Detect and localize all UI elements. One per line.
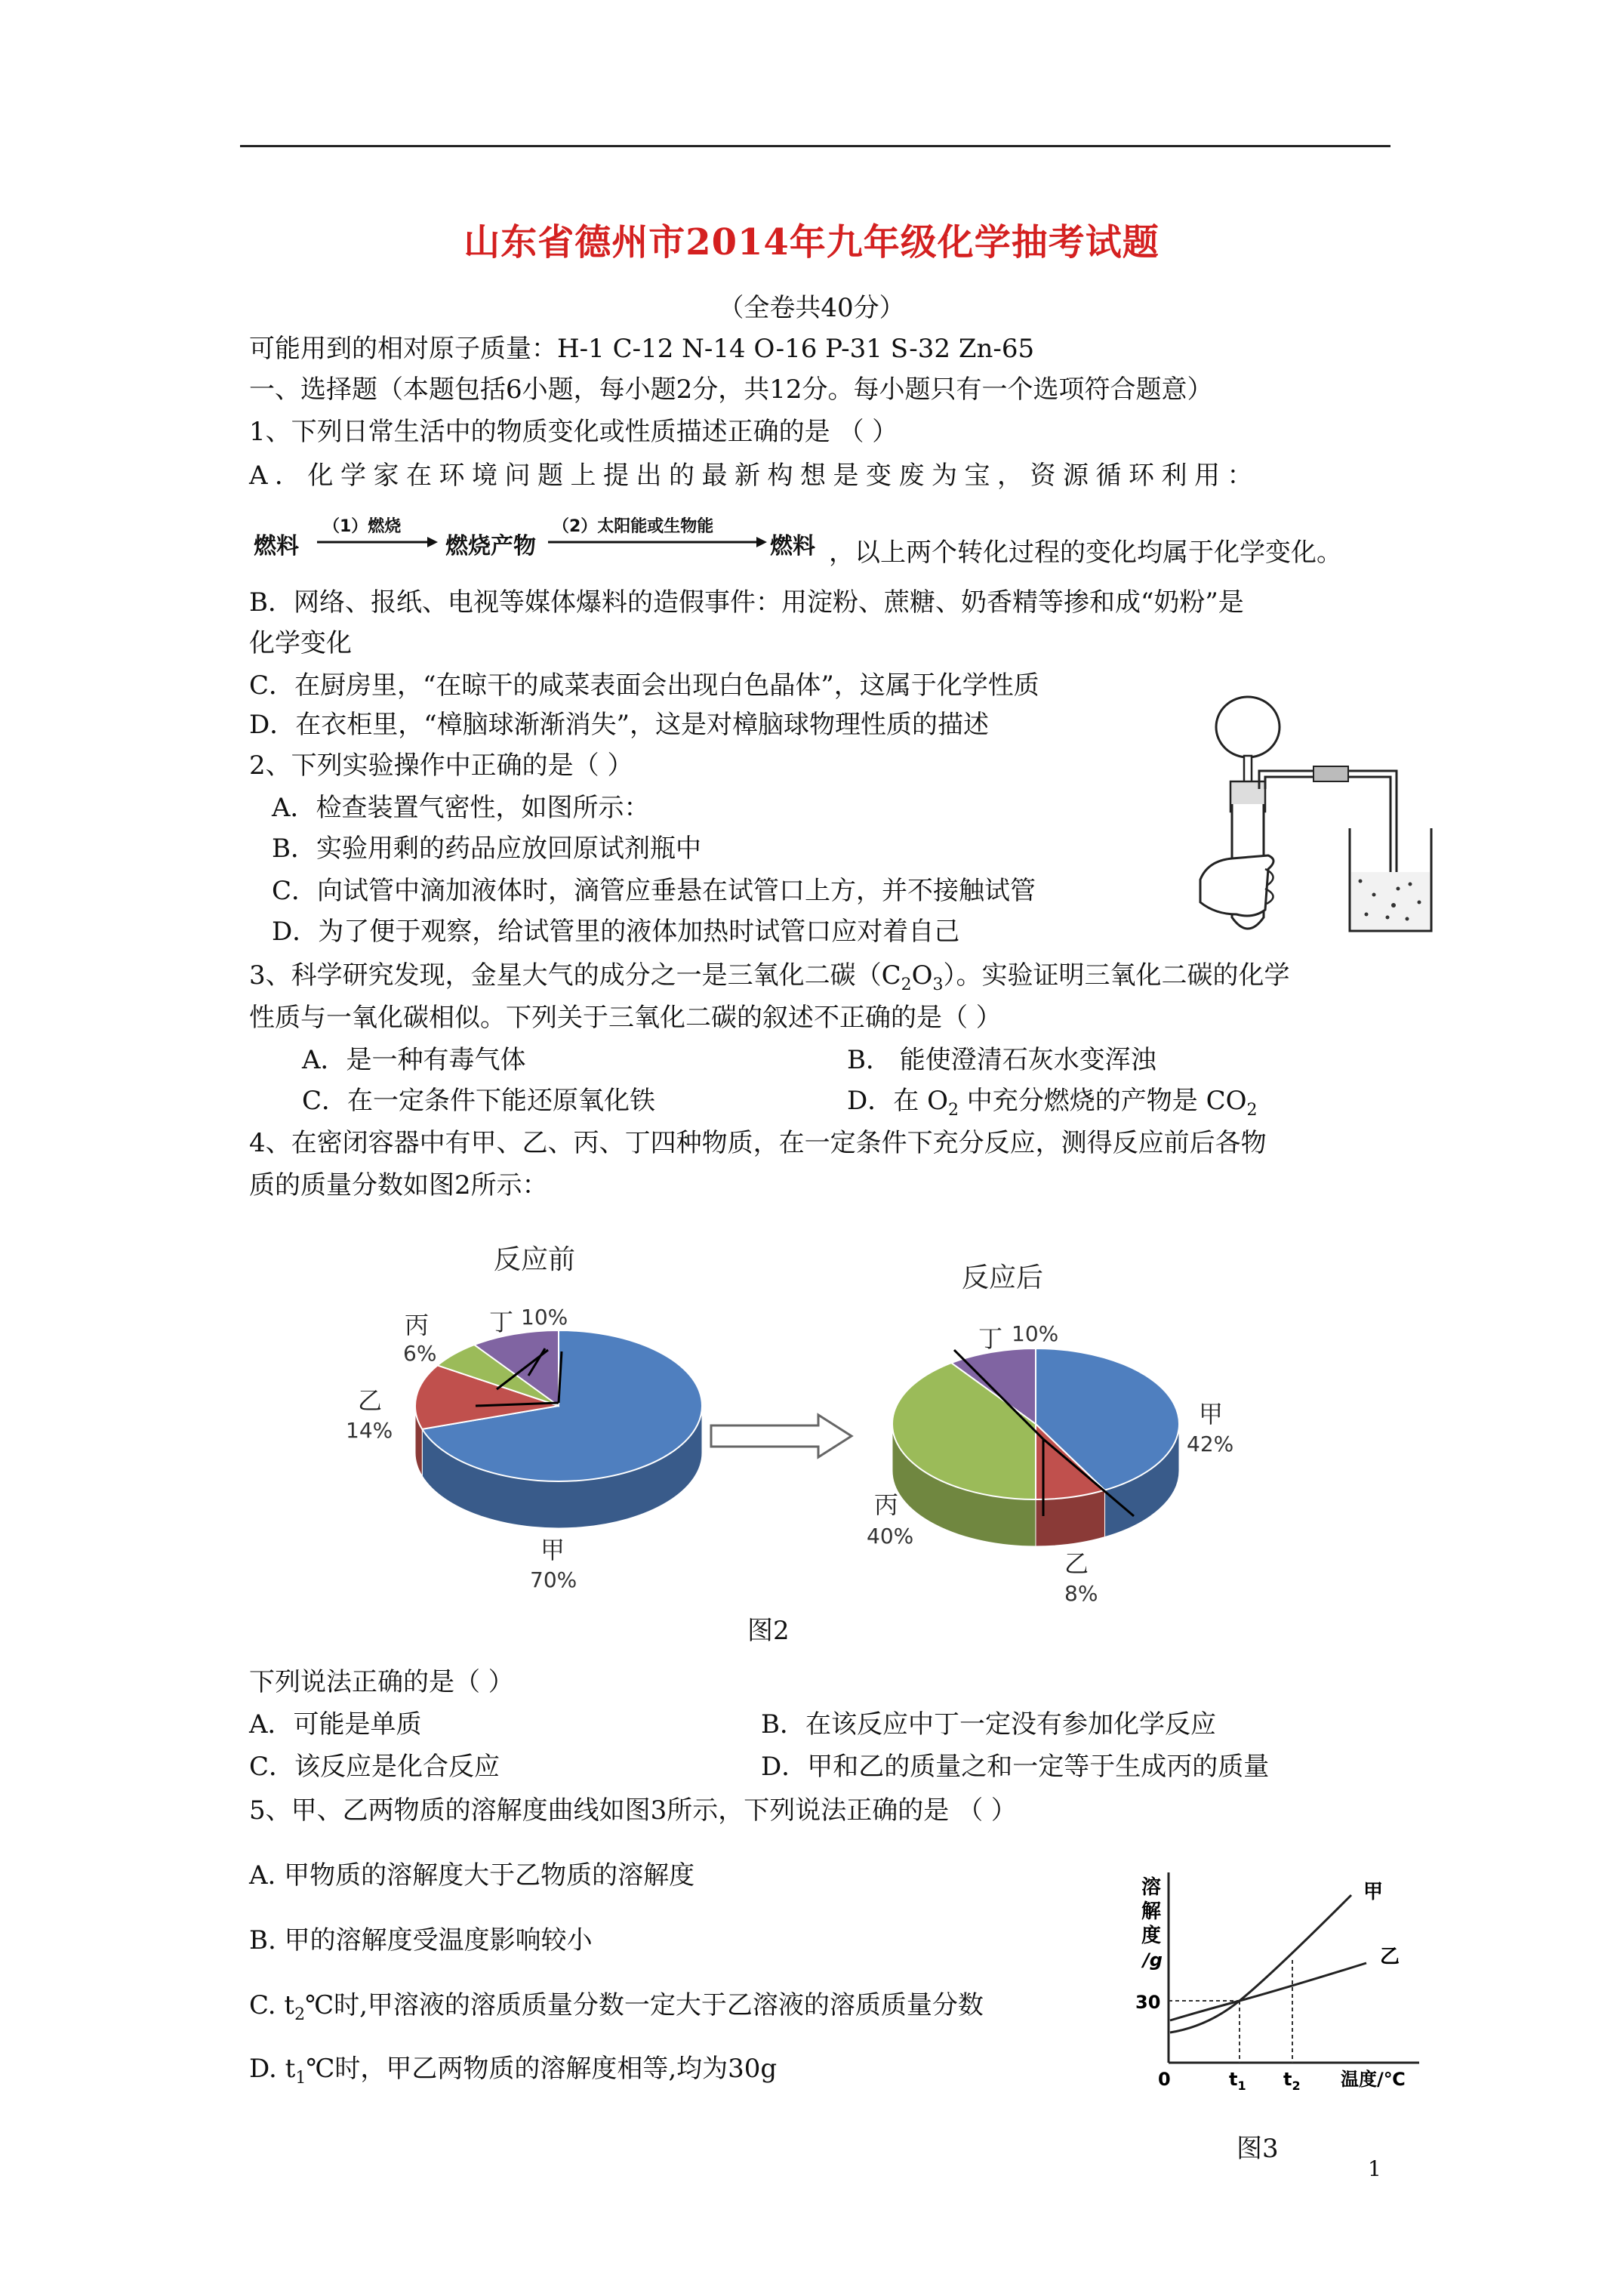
flow-fuel-end: 燃料 — [770, 533, 815, 559]
q3-stem-line2: 性质与一氧化碳相似。下列关于三氧化二碳的叙述不正确的是（ ） — [249, 1003, 1002, 1033]
x-tick-t2: $t_2$ — [1283, 2069, 1301, 2093]
pie-after-title: 反应后 — [962, 1262, 1044, 1293]
pie-after-label-ding: 丁 — [978, 1324, 1003, 1353]
ylabel-unit: /g — [1143, 1949, 1163, 1971]
solubility-curve-chart — [1125, 1865, 1427, 2114]
figure-2-caption: 图2 — [747, 1616, 790, 1646]
flow-step2-label: （2）太阳能或生物能 — [553, 517, 714, 536]
y-tick-30: 30 — [1135, 1992, 1161, 2013]
q4-option-a: A．可能是单质 — [249, 1709, 422, 1740]
pie-before-label-ding: 丁 — [489, 1308, 514, 1336]
pie-after-pct-ding: 10% — [1012, 1321, 1059, 1346]
q3-option-a: A．是一种有毒气体 — [302, 1045, 526, 1075]
pie-after-label-bing: 丙 — [874, 1490, 899, 1519]
pie-chart-before — [415, 1330, 702, 1528]
q3-option-c: C．在一定条件下能还原氧化铁 — [302, 1086, 656, 1116]
series-jia-label: 甲 — [1363, 1881, 1384, 1903]
series-yi-label: 乙 — [1380, 1946, 1400, 1968]
pie-before-label-yi: 乙 — [358, 1386, 383, 1415]
pie-before-title: 反应前 — [494, 1244, 576, 1275]
pie-after-label-yi: 乙 — [1064, 1549, 1089, 1578]
q1-option-b-line2: 化学变化 — [249, 628, 352, 658]
atomic-masses: 可能用到的相对原子质量：H-1 C-12 N-14 O-16 P-31 S-32 Zn-65 — [249, 334, 1035, 364]
page-title: 山东省德州市2014年九年级化学抽考试题 — [463, 221, 1160, 264]
pie-before-label-jia: 甲 — [540, 1536, 565, 1564]
q2-option-a: A．检查装置气密性，如图所示： — [272, 793, 650, 823]
q2-option-c: C．向试管中滴加液体时，滴管应垂悬在试管口上方，并不接触试管 — [272, 876, 1036, 906]
q1-option-a: A．化学家在环境问题上提出的最新构想是变废为宝，资源循环利用： — [249, 461, 1261, 491]
pie-before-pct-jia: 70% — [530, 1567, 577, 1592]
q1-option-b-line1: B．网络、报纸、电视等媒体爆料的造假事件：用淀粉、蔗糖、奶香精等掺和成“奶粉”是 — [249, 587, 1244, 618]
flow-step1-label: （1）燃烧 — [323, 517, 402, 536]
series-yi-curve — [1170, 1963, 1366, 2020]
q1-option-a-tail: ，以上两个转化过程的变化均属于化学变化。 — [829, 538, 1342, 568]
total-score: （全卷共40分） — [718, 293, 905, 323]
q3-option-d: D．在 $O_2$ 中充分燃烧的产物是 $CO_2$ — [847, 1086, 1258, 1120]
x-origin: 0 — [1158, 2069, 1171, 2090]
figure-3-caption: 图3 — [1236, 2134, 1279, 2164]
q3-stem-line1: 3、科学研究发现，金星大气的成分之一是三氧化二碳$(C_2O_3)$。实验证明三氧化二碳的化学 — [249, 960, 1290, 994]
transition-arrow — [711, 1415, 852, 1457]
ylabel-char-3: 度 — [1141, 1925, 1162, 1947]
q1-option-d: D．在衣柜里，“樟脑球渐渐消失”，这是对樟脑球物理性质的描述 — [249, 710, 990, 740]
q1-option-c: C．在厨房里，“在晾干的咸菜表面会出现白色晶体”，这属于化学性质 — [249, 670, 1039, 701]
pie-before-label-bing: 丙 — [405, 1311, 430, 1339]
x-tick-t1: $t_1$ — [1229, 2069, 1246, 2093]
pie-after-label-jia: 甲 — [1199, 1400, 1224, 1428]
pie-after-pct-jia: 42% — [1187, 1432, 1234, 1456]
q5-option-d: D. $t_1℃$时，甲乙两物质的溶解度相等,均为30g — [249, 2054, 778, 2088]
q4-option-d: D．甲和乙的质量之和一定等于生成丙的质量 — [761, 1752, 1270, 1782]
section-heading: 一、选择题（本题包括6小题，每小题2分，共12分。每小题只有一个选项符合题意） — [249, 374, 1213, 405]
q4-option-c: C．该反应是化合反应 — [249, 1752, 500, 1782]
ylabel-char-1: 溶 — [1141, 1876, 1162, 1899]
q5-option-b: B. 甲的溶解度受温度影响较小 — [249, 1925, 593, 1955]
q2-option-d: D．为了便于观察，给试管里的液体加热时试管口应对着自己 — [272, 917, 960, 947]
pie-after-pct-yi: 8% — [1064, 1581, 1098, 1606]
flow-product: 燃烧产物 — [445, 533, 536, 559]
q3-option-b: B． 能使澄清石灰水变浑浊 — [847, 1045, 1156, 1075]
pie-before-pct-bing: 6% — [403, 1341, 437, 1366]
page-number: 1 — [1368, 2156, 1381, 2181]
flow-fuel-start: 燃料 — [254, 533, 299, 559]
q2-option-b: B．实验用剩的药品应放回原试剂瓶中 — [272, 834, 701, 864]
pie-after-pct-bing: 40% — [867, 1524, 914, 1549]
q4-stem-line2: 质的质量分数如图2所示： — [249, 1170, 548, 1200]
q1-stem: 1、下列日常生活中的物质变化或性质描述正确的是 （ ） — [249, 417, 898, 447]
q5-option-a: A. 甲物质的溶解度大于乙物质的溶解度 — [249, 1860, 695, 1891]
q4-option-b: B．在该反应中丁一定没有参加化学反应 — [761, 1709, 1216, 1740]
ylabel-char-2: 解 — [1141, 1900, 1162, 1923]
pie-chart-after — [892, 1348, 1179, 1546]
q5-stem: 5、甲、乙两物质的溶解度曲线如图3所示，下列说法正确的是 （ ） — [249, 1795, 1017, 1826]
x-axis-label: 温度/℃ — [1341, 2069, 1406, 2090]
q4-stem-line1: 4、在密闭容器中有甲、乙、丙、丁四种物质，在一定条件下充分反应，测得反应前后各物 — [249, 1128, 1267, 1158]
q2-stem: 2、下列实验操作中正确的是（ ） — [249, 750, 633, 781]
q5-option-c: C. $t_2℃$时,甲溶液的溶质质量分数一定大于乙溶液的溶质质量分数 — [249, 1990, 984, 2024]
pie-before-pct-ding: 10% — [521, 1305, 568, 1330]
pie-before-pct-yi: 14% — [346, 1418, 393, 1443]
q4-question: 下列说法正确的是（ ） — [249, 1667, 514, 1697]
